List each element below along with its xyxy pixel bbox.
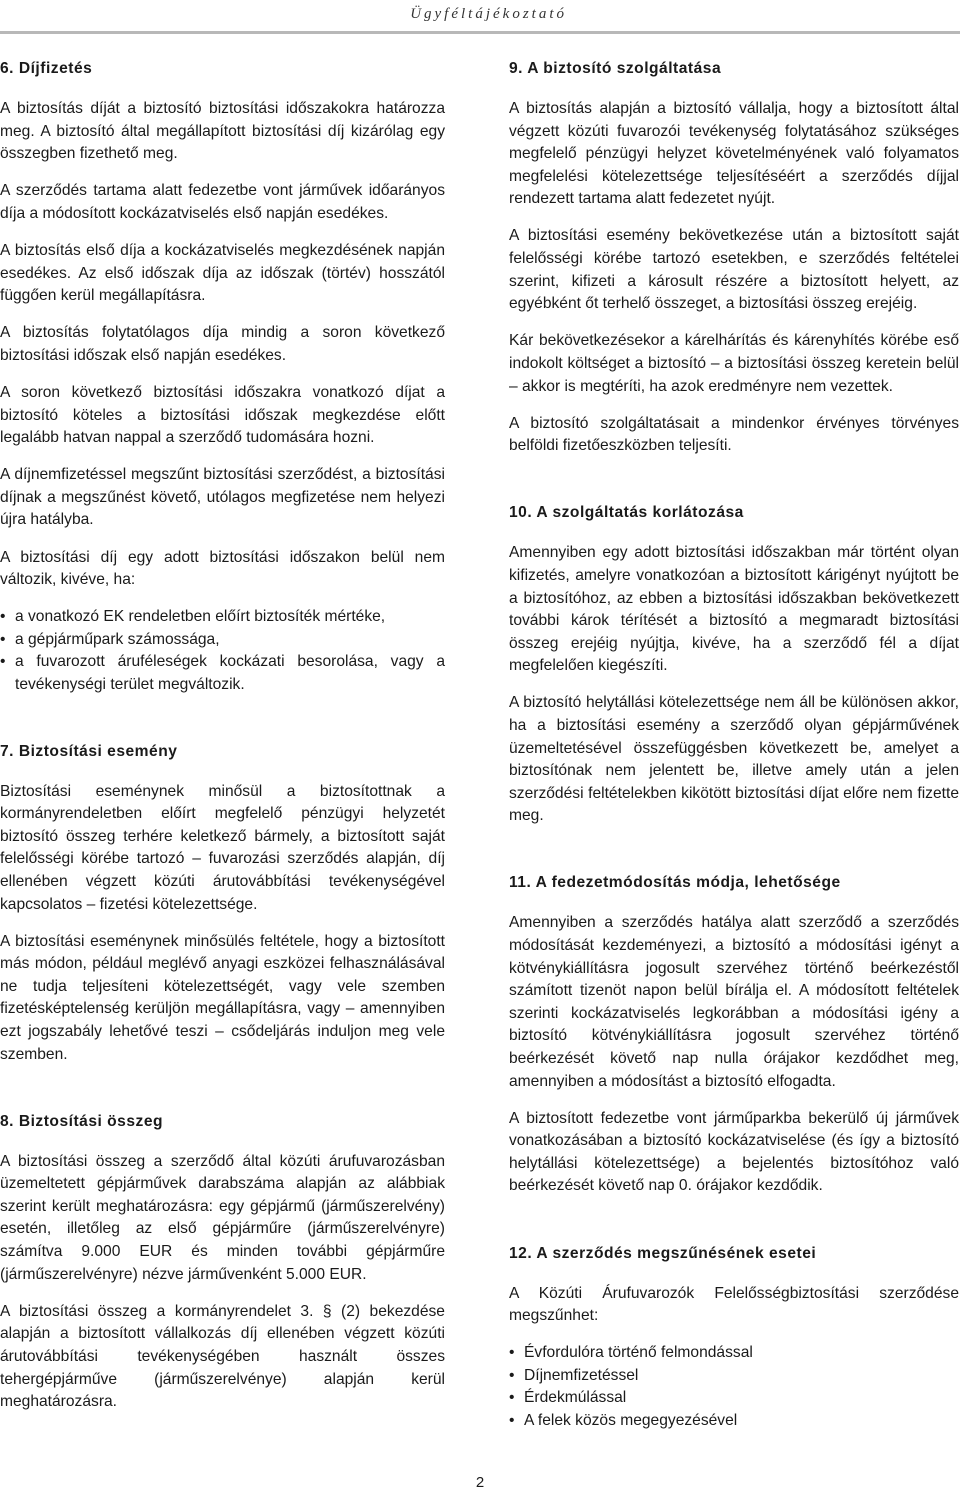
section-gap xyxy=(0,1081,445,1111)
paragraph: Amennyiben a szerződés hatálya alatt szerződő a szerződés módosítását kezdeményezi, a biztosító a módosítási igényt a kötvénykiállításra jogosult szervéhez történő beérkezéstől számított tizenöt napon belül bírálja el. A módosított feltételek szerinti kockázatviselés legkorábban a módosítási igény a biztosító kötvénykiállításra jogosult szervéhez történő beérkezését követő nap nulla órájakor kezdődhet meg, amennyiben a módosítást a biztosító elfogadta. xyxy=(509,914,959,1090)
bullet-list xyxy=(509,1342,959,1432)
section-7-biztositasi-esemeny xyxy=(0,741,445,1067)
list-item: • a vonatkozó EK rendeletben előírt biztosíték mértéke, xyxy=(0,606,445,629)
list-item: • a fuvarozott áruféleségek kockázati besorolása, vagy a tevékenységi terület megváltozik. xyxy=(0,651,445,696)
section-11-fedezetmodositas xyxy=(509,872,959,1198)
paragraph: A biztosító helytállási kötelezettsége nem áll be különösen akkor, ha a biztosítási esemény a szerződő olyan gépjárművének üzemeltetésével összefüggésben következett be, amelyet a biztosítónak nem jelentett be, illetve amely után a jelen szerződési feltételekben kikötött biztosítási díjat előre nem fizette meg. xyxy=(509,694,959,825)
paragraph: A biztosítás első díja a kockázatviselés megkezdésének napján esedékes. Az első időszak díja az időszak (törtév) hosszától függően kerül megállapításra. xyxy=(0,241,445,305)
paragraph: A Közúti Árufuvarozók Felelősségbiztosítási szerződése megszűnhet: xyxy=(509,1284,959,1325)
paragraph: A biztosítási összeg a kormányrendelet 3. § (2) bekezdése alapján a biztosított vállalkozás díj ellenében végzett közúti árutovábbítási tevékenységében használt összes tehergépjárműve (járműszerelvénye) alapján kerül meghatározásra. xyxy=(0,1302,445,1411)
paragraph: A soron következő biztosítási időszakra vonatkozó díjat a biztosító köteles a biztosítási időszak megkezdése előtt legalább hatvan nappal a szerződő tudomására hozni. xyxy=(0,383,445,447)
header-title: Ügyféltájékoztató xyxy=(410,6,567,22)
page-header xyxy=(0,0,960,34)
list-item: • Érdekmúlással xyxy=(509,1387,959,1410)
paragraph: A biztosítási díj egy adott biztosítási időszakon belül nem változik, kivéve, ha: xyxy=(0,548,445,589)
section-gap xyxy=(509,472,959,502)
section-10-szolgaltatas-korlatozasa xyxy=(509,502,959,828)
list-item: • Évfordulóra történő felmondással xyxy=(509,1342,959,1365)
bullet-list xyxy=(0,606,445,696)
paragraph: Kár bekövetkezésekor a kárelhárítás és kárenyhítés körébe eső indokolt költséget a biztosító – a biztosítási összeg keretein belül – akkor is megtéríti, ha azok eredményre nem vezettek. xyxy=(509,332,959,395)
section-heading: 8. Biztosítási összeg xyxy=(0,1112,164,1130)
section-heading: 12. A szerződés megszűnésének esetei xyxy=(509,1244,817,1262)
section-heading: 6. Díjfizetés xyxy=(0,60,93,77)
paragraph: A biztosítás díját a biztosító biztosítási időszakokra határozza meg. A biztosító által megállapított biztosítási díj kizárólag egy összegben fizethető meg. xyxy=(0,100,445,163)
left-column xyxy=(0,58,445,1428)
list-item: • a gépjárműpark számossága, xyxy=(0,629,445,652)
right-column xyxy=(509,58,959,1447)
paragraph: A biztosító szolgáltatásait a mindenkor érvényes törvényes belföldi fizetőeszközben teljesíti. xyxy=(509,414,959,455)
paragraph: A biztosítási esemény bekövetkezése után a biztosított saját felelősségi körébe tartozó esetekben, e szerződés feltételei szerint, kifizeti a károsult részére a biztosított helyett, az egyébként őt terhelő összeget, a biztosítási összeg erejéig. xyxy=(509,227,959,313)
section-heading: 10. A szolgáltatás korlátozása xyxy=(509,504,744,522)
section-heading: 11. A fedezetmódosítás módja, lehetősége xyxy=(509,874,841,892)
section-6-dijfizetes xyxy=(0,58,445,697)
paragraph: A biztosítás folytatólagos díja mindig a soron következő biztosítási időszak első napján esedékes. xyxy=(0,324,445,364)
section-heading: 7. Biztosítási esemény xyxy=(0,742,178,760)
section-8-biztositasi-osszeg xyxy=(0,1111,445,1414)
page-number: 2 xyxy=(475,1474,485,1491)
paragraph: A biztosított fedezetbe vont járműparkba bekerülő új járművek vonatkozásában a biztosító kockázatviselése (és így a biztosító helytállási kötelezettsége) a bejelentés biztosítóhoz való beérkezését követő nap 0. órájakor kezdődik. xyxy=(509,1109,959,1195)
paragraph: A biztosítási összeg a szerződő által közúti árufuvarozásban üzemeltetett gépjárművek darabszáma alapján az alábbiak szerint került meghatározásra: egy gépjármű (járműszerelvény) esetén, illetőleg az első gépjárműre (járműszerelvényre) számítva 9.000 EUR és minden további gépjárműre (járműszerelvényre) nézve járművenként 5.000 EUR. xyxy=(0,1152,445,1283)
paragraph: A szerződés tartama alatt fedezetbe vont járművek időarányos díja a módosított kockázatviselés első napján esedékes. xyxy=(0,182,445,222)
header-rule xyxy=(0,31,960,34)
section-gap xyxy=(509,842,959,872)
section-heading: 9. A biztosító szolgáltatása xyxy=(509,60,722,77)
section-gap xyxy=(509,1213,959,1243)
list-item: • A felek közös megegyezésével xyxy=(509,1410,959,1433)
section-gap xyxy=(0,711,445,741)
paragraph: Biztosítási eseménynek minősül a biztosítottnak a kormányrendeletben előírt megfelelő pénzügyi helyzetét biztosító összeg terhére keletkező bármely, a biztosított saját felelősségi körébe tartozó – fuvarozási szerződés alapján, díj ellenében végzett közúti árutovábbítási tevékenységével kapcsolatos – fizetési kötelezettsége. xyxy=(0,782,445,913)
paragraph: A biztosítási eseménynek minősülés feltétele, hogy a biztosított más módon, például meglévő anyagi eszközei felhasználásával ne tudja teljesíteni kötelezettségét, vagy vele szemben fizetésképtelenség kerüljön megállapításra, vagy – amennyiben ezt jogszabály lehetővé teszi – csődeljárás induljon meg vele szemben. xyxy=(0,932,445,1063)
section-12-szerzodes-megszunese xyxy=(509,1243,959,1433)
paragraph: A biztosítás alapján a biztosító vállalja, hogy a biztosított által végzett közúti fuvarozói tevékenység folytatásához szükséges megfelelő pénzügyi helyzet követelményének való folyamatos megfelelési kötelezettsége teljesítéséért a szerződés díjjal rendezett tartama alatt fedezetet nyújt. xyxy=(509,100,959,208)
list-item: • Díjnemfizetéssel xyxy=(509,1365,959,1388)
section-9-biztosito-szolgaltatasa xyxy=(509,58,959,458)
paragraph: Amennyiben egy adott biztosítási időszakban már történt olyan kifizetés, amelyre vonatkozóan a biztosított kárigényt nyújtott be a biztosítóhoz, az ebben a biztosítási időszakban bekövetkezett további károk térítését a biztosító a megmaradt biztosítási összeg erejéig nyújtja, kivéve, ha a szerződő fél a díjat megfelelően kiegészíti. xyxy=(509,544,959,675)
paragraph: A díjnemfizetéssel megszűnt biztosítási szerződést, a biztosítási díjnak a megszűnést követő, utólagos megfizetése nem helyezi újra hatályba. xyxy=(0,466,445,529)
